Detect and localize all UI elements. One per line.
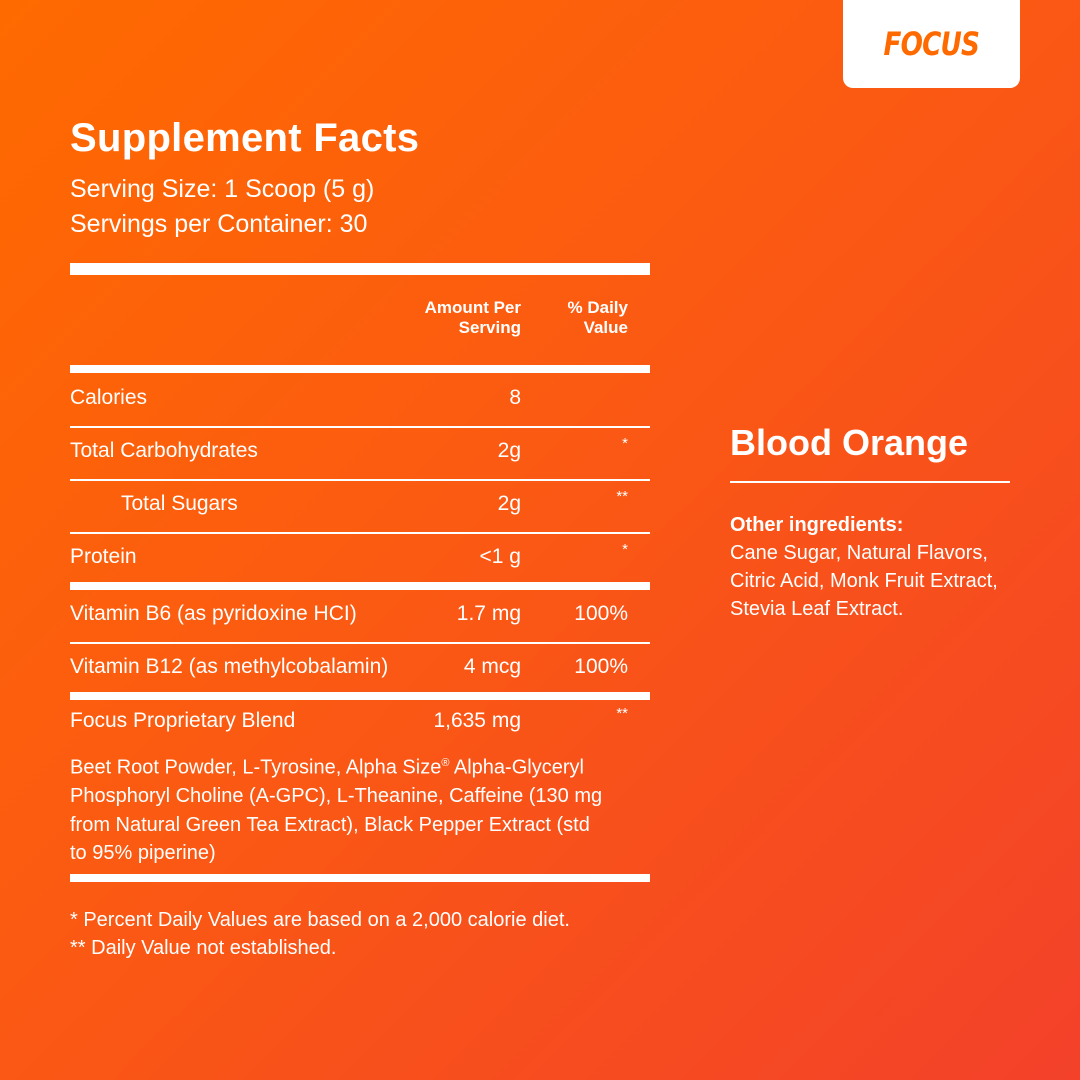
footnote-dv-not-established: ** Daily Value not established. bbox=[70, 937, 337, 959]
blend-text-part2: Alpha-Glyceryl Phosphoryl Choline (A-GPC), L-Theanine, Caffeine (130 mg from Natural Green Tea Extract), Black Pepper Extract (std to 95% piperine) bbox=[70, 756, 603, 865]
section-rule bbox=[70, 692, 650, 700]
row-name: Calories bbox=[70, 386, 148, 409]
registered-mark: ® bbox=[441, 757, 450, 769]
row-amount: 8 bbox=[509, 386, 521, 409]
row-total-carbohydrates bbox=[70, 435, 650, 469]
serving-size: Serving Size: 1 Scoop (5 g) bbox=[70, 175, 375, 203]
row-divider bbox=[70, 532, 650, 534]
row-proprietary-blend bbox=[70, 705, 650, 739]
footnote-percent-dv: * Percent Daily Values are based on a 2,000 calorie diet. bbox=[70, 909, 570, 931]
row-divider bbox=[70, 426, 650, 428]
header-dv-line2: Value bbox=[583, 318, 628, 337]
header-amount bbox=[425, 298, 521, 338]
row-name: Total Sugars bbox=[121, 492, 238, 515]
row-amount: 2g bbox=[497, 492, 521, 515]
serving-info bbox=[70, 172, 374, 242]
footnotes bbox=[70, 906, 570, 962]
bottom-rule bbox=[70, 874, 650, 882]
row-name: Protein bbox=[70, 545, 137, 568]
row-name: Vitamin B12 (as methylcobalamin) bbox=[70, 655, 389, 678]
focus-badge-label: FOCUS bbox=[883, 25, 980, 63]
row-dv: * bbox=[622, 435, 628, 452]
row-vitamin-b12 bbox=[70, 655, 650, 685]
facts-title: Supplement Facts bbox=[70, 116, 420, 160]
top-rule bbox=[70, 263, 650, 275]
header-rule bbox=[70, 365, 650, 373]
row-dv: 100% bbox=[574, 655, 628, 678]
header-dv-line1: % Daily bbox=[567, 298, 628, 317]
row-dv: * bbox=[622, 541, 628, 558]
servings-per-container: Servings per Container: 30 bbox=[70, 210, 368, 238]
row-divider bbox=[70, 479, 650, 481]
row-amount: 1,635 mg bbox=[433, 709, 521, 732]
row-total-sugars bbox=[70, 488, 650, 522]
flavor-name: Blood Orange bbox=[730, 422, 969, 463]
row-name: Vitamin B6 (as pyridoxine HCI) bbox=[70, 602, 357, 625]
row-dv: ** bbox=[616, 488, 628, 505]
row-amount: 1.7 mg bbox=[456, 602, 521, 625]
section-rule bbox=[70, 582, 650, 590]
row-amount: <1 g bbox=[479, 545, 521, 568]
blend-ingredients bbox=[70, 749, 610, 868]
row-calories bbox=[70, 386, 650, 416]
row-divider bbox=[70, 642, 650, 644]
row-vitamin-b6 bbox=[70, 602, 650, 632]
row-dv: 100% bbox=[574, 602, 628, 625]
header-amount-line1: Amount Per bbox=[424, 298, 521, 317]
other-ingredients-text: Cane Sugar, Natural Flavors, Citric Acid, Monk Fruit Extract, Stevia Leaf Extract. bbox=[730, 542, 998, 620]
row-amount: 2g bbox=[497, 439, 521, 462]
row-name: Total Carbohydrates bbox=[70, 439, 258, 462]
row-amount: 4 mcg bbox=[463, 655, 521, 678]
row-name: Focus Proprietary Blend bbox=[70, 709, 296, 732]
blend-text-part1: Beet Root Powder, L-Tyrosine, Alpha Size bbox=[70, 756, 442, 779]
other-ingredients bbox=[730, 511, 1030, 623]
header-amount-line2: Serving bbox=[458, 318, 521, 337]
header-daily-value bbox=[568, 298, 628, 338]
focus-badge bbox=[843, 0, 1020, 88]
flavor-divider bbox=[730, 481, 1010, 483]
row-protein bbox=[70, 541, 650, 575]
other-ingredients-label: Other ingredients: bbox=[730, 514, 904, 536]
row-dv: ** bbox=[616, 705, 628, 722]
